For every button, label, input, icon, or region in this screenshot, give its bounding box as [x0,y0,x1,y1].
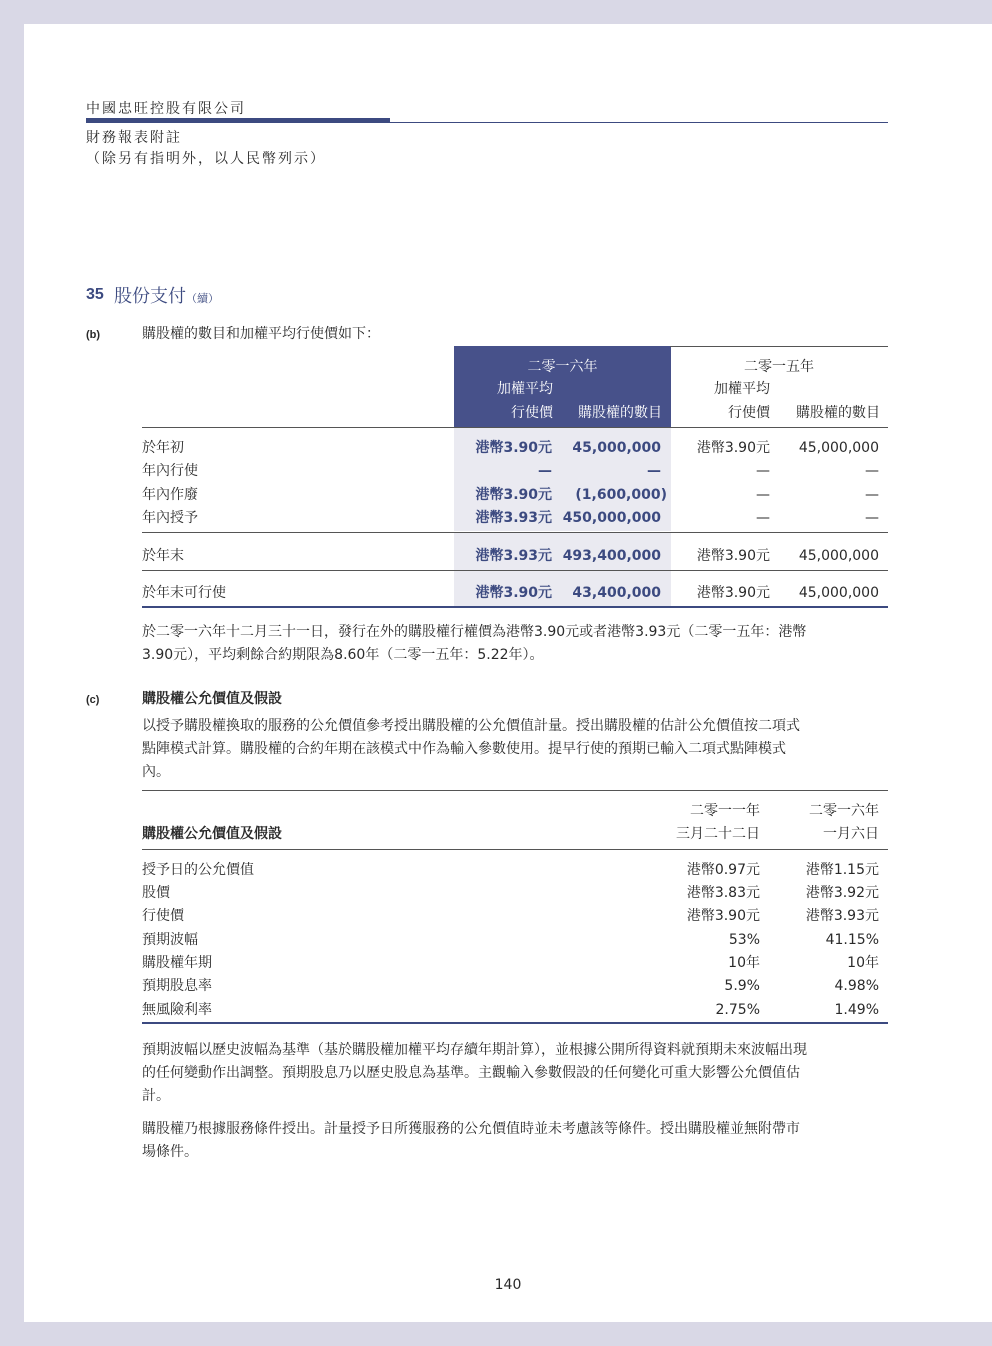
paragraph-line: 的任何變動作出調整。預期股息乃以歷史股息為基準。主觀輸入參數假設的任何變化可重大影響公允價值估 [142,1065,800,1081]
col-header-grant-2011-line2: 三月二十二日 [676,826,760,842]
assumption-label: 購股權年期 [142,955,212,971]
row-price-2016: 港幣3.90元 [475,440,552,456]
assumption-value-2011: 10年 [728,955,760,971]
row-label: 於年末 [142,548,184,564]
row-price-2015: — [756,487,770,503]
row-count-2016: — [647,463,661,479]
table-rule [142,570,888,571]
col-header-2015-wa-line2: 行使價 [728,405,770,421]
section-title [114,282,219,308]
row-price-2015: 港幣3.90元 [696,440,770,456]
col-header-grant-2011-line1: 二零一一年 [690,803,760,819]
row-count-2016: 493,400,000 [562,548,661,564]
assumption-value-2016: 10年 [847,955,879,971]
row-count-2015: — [865,487,879,503]
row-count-2015: — [865,463,879,479]
fair-value-paragraph [142,715,888,784]
service-condition-paragraph [142,1118,888,1164]
row-price-2016: 港幣3.93元 [475,548,552,564]
assumption-value-2011: 2.75% [715,1002,760,1018]
row-label: 年內行使 [142,463,198,479]
row-price-2016: — [538,463,552,479]
paragraph-line: 場條件。 [142,1144,198,1160]
subtitle-line-2: （除另有指明外，以人民幣列示） [86,151,326,167]
assumptions-table-title: 購股權公允價值及假設 [142,826,282,842]
row-price-2015: — [756,510,770,526]
row-count-2015: — [865,510,879,526]
paragraph-line: 點陣模式計算。購股權的合約年期在該模式中作為輸入參數使用。提早行使的預期已輸入二項式點陣模式 [142,741,786,757]
row-label: 年內授予 [142,510,198,526]
paragraph-line: 內。 [142,764,170,780]
row-label: 於年初 [142,440,184,456]
assumptions-table-top-rule [142,790,888,791]
table-header-rule [142,427,888,428]
subsection-c-title: 購股權公允價值及假設 [142,691,282,707]
subsection-b-title: 購股權的數目和加權平均行使價如下： [142,326,380,342]
paragraph-line: 以授予購股權換取的服務的公允價值參考授出購股權的公允價值計量。授出購股權的估計公允價值按二項式 [142,718,800,734]
row-count-2016: (1,600,000) [575,487,667,503]
section-continued: （續） [186,292,219,305]
col-header-2015-count: 購股權的數目 [796,405,880,421]
row-price-2016: 港幣3.90元 [475,487,552,503]
assumption-value-2011: 港幣3.90元 [686,908,760,924]
assumption-value-2011: 5.9% [724,978,760,994]
note-line-2: 3.90元），平均剩餘合約期限為8.60年（二零一五年：5.22年）。 [142,647,544,663]
note-line-1: 於二零一六年十二月三十一日，發行在外的購股權行權價為港幣3.90元或者港幣3.93元（二零一五年：港幣 [142,624,807,640]
row-count-2016: 43,400,000 [572,585,661,601]
assumption-label: 預期波幅 [142,932,198,948]
assumption-label: 預期股息率 [142,978,212,994]
section-number: 35 [86,286,104,303]
company-name: 中國忠旺控股有限公司 [86,101,246,117]
row-count-2015: 45,000,000 [798,440,879,456]
col-header-grant-2016-line2: 一月六日 [823,826,879,842]
paragraph-line: 購股權乃根據服務條件授出。計量授予日所獲服務的公允價值時並未考慮該等條件。授出購股權並無附帶市 [142,1121,800,1137]
col-header-2016-wa-line2: 行使價 [511,405,553,421]
subsection-b-letter: (b) [86,329,101,341]
row-price-2016: 港幣3.93元 [475,510,552,526]
row-count-2015: 45,000,000 [798,548,879,564]
volatility-paragraph [142,1039,888,1108]
col-header-2016: 二零一六年 [527,359,598,375]
assumption-label: 無風險利率 [142,1002,212,1018]
col-header-2015-wa-line1: 加權平均 [714,381,770,397]
row-count-2016: 450,000,000 [562,510,661,526]
assumption-value-2016: 港幣3.92元 [805,885,879,901]
col-header-grant-2016-line1: 二零一六年 [809,803,879,819]
row-price-2015: 港幣3.90元 [696,548,770,564]
col-header-2016-wa-line1: 加權平均 [497,381,553,397]
table-bottom-rule [142,606,888,608]
assumption-value-2016: 港幣3.93元 [805,908,879,924]
assumption-label: 行使價 [142,908,184,924]
assumption-label: 股價 [142,885,170,901]
assumption-value-2011: 53% [728,932,760,948]
subsection-c-letter: (c) [86,694,100,706]
table-subtotal-rule [142,532,888,533]
row-count-2015: 45,000,000 [798,585,879,601]
table-top-rule-2015 [670,346,888,347]
col-header-2015: 二零一五年 [744,359,814,375]
header-rule [86,122,888,123]
assumption-value-2016: 1.49% [834,1002,879,1018]
assumption-value-2016: 41.15% [825,932,879,948]
subtitle-line-1: 財務報表附註 [86,130,182,146]
options-outstanding-note [142,621,888,667]
assumptions-table-bottom-rule [142,1022,888,1024]
assumption-label: 授予日的公允價值 [142,862,254,878]
row-count-2016: 45,000,000 [572,440,661,456]
paragraph-line: 預期波幅以歷史波幅為基準（基於購股權加權平均存續年期計算），並根據公開所得資料就預期未來波幅出現 [142,1042,807,1058]
assumption-value-2016: 港幣1.15元 [805,862,879,878]
document-page [24,24,992,1322]
col-header-2016-count: 購股權的數目 [578,405,662,421]
document-subtitle [86,128,326,170]
paragraph-line: 計。 [142,1088,170,1104]
row-label: 於年末可行使 [142,585,226,601]
assumption-value-2011: 港幣0.97元 [686,862,760,878]
row-price-2016: 港幣3.90元 [475,585,552,601]
page-number: 140 [494,1277,522,1293]
section-title-text: 股份支付 [114,286,186,307]
assumption-value-2016: 4.98% [834,978,879,994]
row-price-2015: — [756,463,770,479]
assumptions-table-header-rule [142,849,888,850]
row-label: 年內作廢 [142,487,198,503]
row-price-2015: 港幣3.90元 [696,585,770,601]
assumption-value-2011: 港幣3.83元 [686,885,760,901]
